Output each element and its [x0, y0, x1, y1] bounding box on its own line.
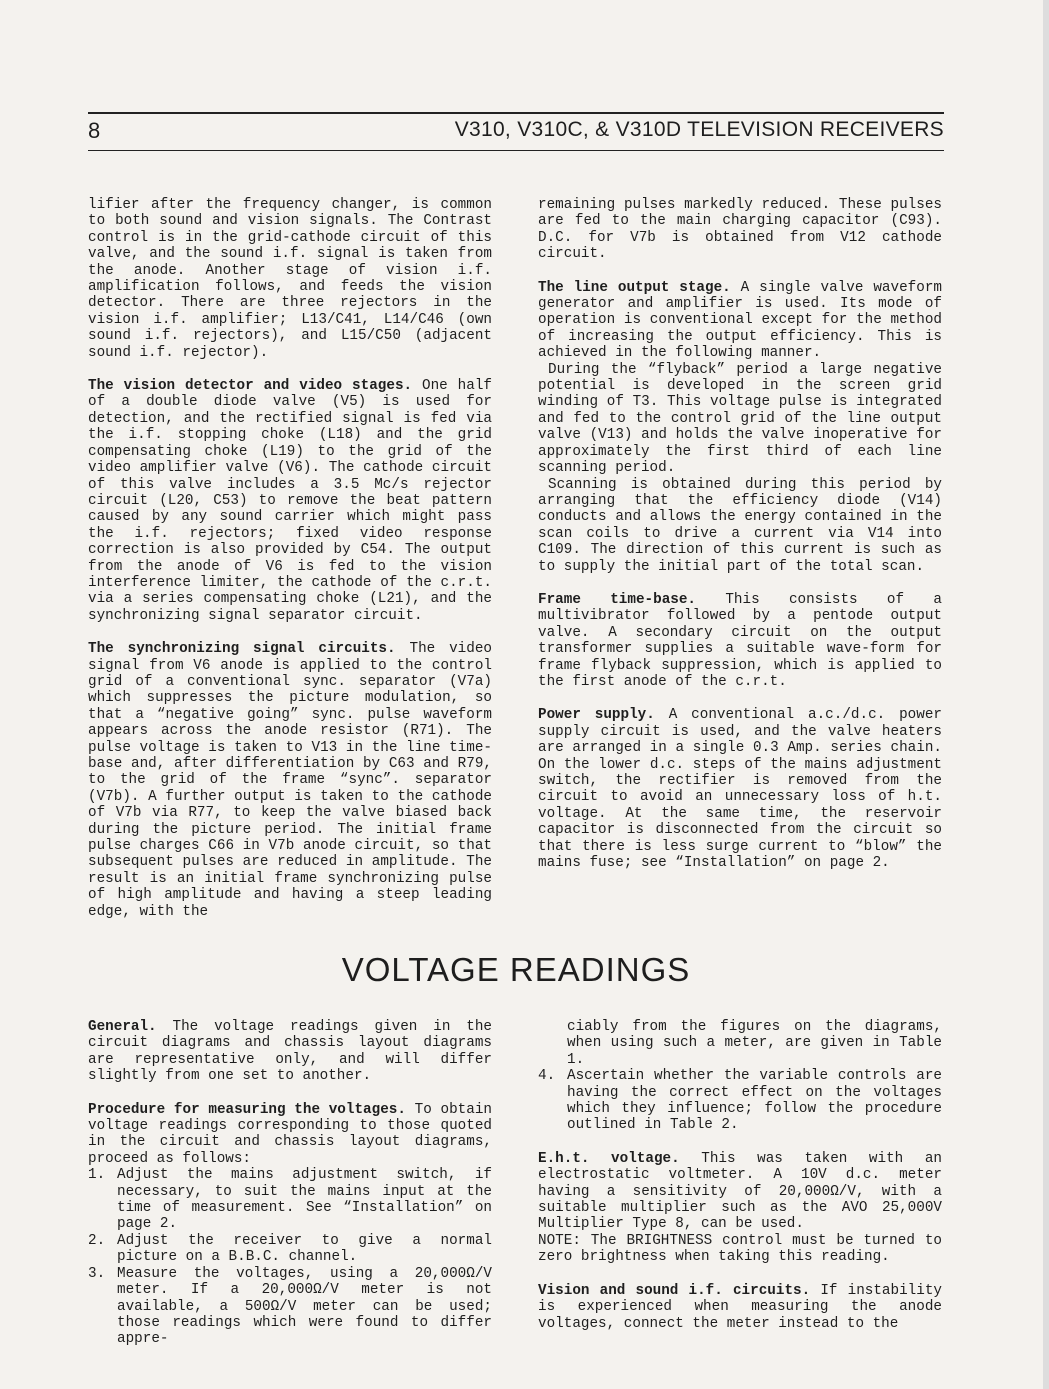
- right-column: [538, 197, 942, 871]
- paragraph: [538, 1283, 942, 1332]
- paragraph-heading: Power supply.: [538, 707, 655, 724]
- procedure-steps: [88, 1167, 492, 1347]
- list-item: [88, 1167, 492, 1233]
- list-item: [88, 1233, 492, 1266]
- paragraph: Scanning is obtained during this period by arranging that the efficiency diode (V14) conducts and allows the energy contained in the scan coils to drive a current via V14 into C109. The direction of this current is such as to supply the initial part of the total scan.: [538, 476, 942, 575]
- paragraph-text: lifier after the frequency changer, is common to both sound and vision signals. The Contrast control is in the grid-cathode circuit of this valve, and the sound i.f. signal is taken from the anode. Another stage of vision i.f. amplification follows, and feeds the vision detector. There are three rejectors in the vision i.f. amplifier; L13/C41, L14/C46 (own sound i.f. rejectors), and L15/C50 (adjacent sound i.f. rejector).: [88, 197, 492, 361]
- paragraph-heading: E.h.t. voltage.: [538, 1150, 680, 1167]
- procedure-steps: [538, 1068, 942, 1134]
- paragraph: During the “flyback” period a large negative potential is developed in the screen grid winding of T3. This voltage pulse is integrated and fed to the control grid of the line output valve (V13) and holds the valve inoperative for approximately the first third of each line scanning period.: [538, 361, 942, 477]
- step-number: 3.: [88, 1265, 106, 1282]
- paragraph-text: This was taken with an electrostatic voltmeter. A 10V d.c. meter having a sensitivity of 20,000Ω/V, with a suitable multiplier such as the AVO 25,000V Multiplier Type 8, can be used.: [538, 1150, 942, 1233]
- running-title: V310, V310C, & V310D TELEVISION RECEIVERS: [454, 118, 944, 141]
- paragraph-heading: The vision detector and video stages.: [88, 378, 413, 395]
- voltage-right-column: [538, 1019, 942, 1332]
- list-item: [538, 1068, 942, 1134]
- paragraph: [88, 641, 492, 920]
- step-text: Adjust the receiver to give a normal picture on a B.B.C. channel.: [117, 1232, 492, 1266]
- paragraph: [538, 707, 942, 871]
- paragraph: [88, 1019, 492, 1085]
- page-header: [88, 112, 944, 151]
- paragraph-heading: The line output stage.: [538, 279, 731, 296]
- step-number: 4.: [538, 1068, 556, 1085]
- paragraph-text: If instability is experienced when measuring the anode voltages, connect the meter instead to the: [538, 1282, 942, 1332]
- step-text: Ascertain whether the variable controls are having the correct effect on the voltages which they influence; follow the procedure outlined in Table 2.: [567, 1068, 942, 1134]
- paragraph: [88, 1102, 492, 1168]
- paragraph-heading: Procedure for measuring the voltages.: [88, 1101, 406, 1118]
- paragraph-heading: Frame time-base.: [538, 591, 697, 608]
- paragraph-text: remaining pulses markedly reduced. These pulses are fed to the main charging capacitor (C93). D.C. for V7b is obtained from V12 cathode circuit.: [538, 197, 942, 263]
- step-number: 2.: [88, 1232, 106, 1249]
- paragraph-text: This consists of a multivibrator followed by a pentode output valve. A secondary circuit on the output transformer supplies a suitable wave-form for frame flyback suppression, which is applied to the first anode of the c.r.t.: [538, 591, 942, 690]
- paragraph-text: The voltage readings given in the circuit diagrams and chassis layout diagrams are representative only, and will differ slightly from one set to another.: [88, 1019, 492, 1085]
- paragraph-heading: The synchronizing signal circuits.: [88, 641, 396, 658]
- paragraph: [538, 280, 942, 362]
- paragraph: [88, 378, 492, 624]
- paragraph: [88, 197, 492, 361]
- page-edge: [1043, 0, 1049, 1389]
- paragraph-text: A conventional a.c./d.c. power supply circuit is used, and the valve heaters are arranged in a single 0.3 Amp. series chain. On the lower d.c. steps of the mains adjustment switch, the rectifier is removed from the circuit to avoid an unnecessary loss of h.t. voltage. At the same time, the reservoir capacitor is disconnected from the circuit so that there is less surge current to “blow” the mains fuse; see “Installation” on page 2.: [538, 707, 942, 872]
- paragraph: [538, 1151, 942, 1233]
- step-continuation: ciably from the figures on the diagrams, when using such a meter, are given in Table 1.: [567, 1019, 942, 1068]
- list-item: [88, 1266, 492, 1348]
- step-text: Adjust the mains adjustment switch, if necessary, to suit the mains input at the time of measurement. See “Installation” on page 2.: [117, 1167, 492, 1233]
- note: NOTE: The BRIGHTNESS control must be turned to zero brightness when taking this reading.: [538, 1232, 942, 1266]
- section-title: VOLTAGE READINGS: [341, 951, 691, 988]
- paragraph-text: The video signal from V6 anode is applied to the control grid of a conventional sync. separator (V7a) which suppresses the picture modulation, so that a “negative going” sync. pulse waveform appears across the anode resistor (R71). The pulse voltage is taken to V13 in the line time-base and, after differentiation by C63 and R79, to the grid of the frame “sync”. separator (V7b). A further output is taken to the cathode of V7b via R77, to keep the valve biased back during the picture period. The initial frame pulse charges C66 in V7b anode circuit, so that subsequent pulses are reduced in amplitude. The result is an initial frame synchronizing pulse of high amplitude and having a steep leading edge, with the: [88, 641, 492, 920]
- voltage-left-column: [88, 1019, 492, 1365]
- left-column: [88, 197, 492, 920]
- paragraph-heading: Vision and sound i.f. circuits.: [538, 1282, 811, 1299]
- paragraph-text: To obtain voltage readings corresponding to those quoted in the circuit and chassis layout diagrams, proceed as follows:: [88, 1101, 492, 1167]
- step-number: 1.: [88, 1167, 106, 1184]
- paragraph: [538, 592, 942, 690]
- paragraph-heading: General.: [88, 1019, 157, 1035]
- paragraph-text: One half of a double diode valve (V5) is used for detection, and the rectified signal is fed via the i.f. stopping choke (L18) and the grid compensating choke (L19) to the grid of the video amplifier valve (V6). The cathode circuit of this valve includes a 3.5 Mc/s rejector circuit (L20, C53) to remove the beat pattern caused by any sound carrier which might pass the i.f. rejectors; fixed video response correction is also provided by C54. The output from the anode of V6 is fed to the vision interference limiter, the cathode of the c.r.t. via a series compensating choke (L21), and the synchronizing signal separator circuit.: [88, 378, 492, 624]
- step-text: Measure the voltages, using a 20,000Ω/V meter. If a 20,000Ω/V meter is not available, a 500Ω/V meter can be used; those readings which were found to differ appre-: [117, 1265, 492, 1348]
- paragraph: [538, 197, 942, 263]
- page-number: 8: [88, 118, 101, 143]
- paragraph-text: A single valve waveform generator and amplifier is used. Its mode of operation is conventional except for the method of increasing the output efficiency. This is achieved in the following manner.: [538, 279, 942, 362]
